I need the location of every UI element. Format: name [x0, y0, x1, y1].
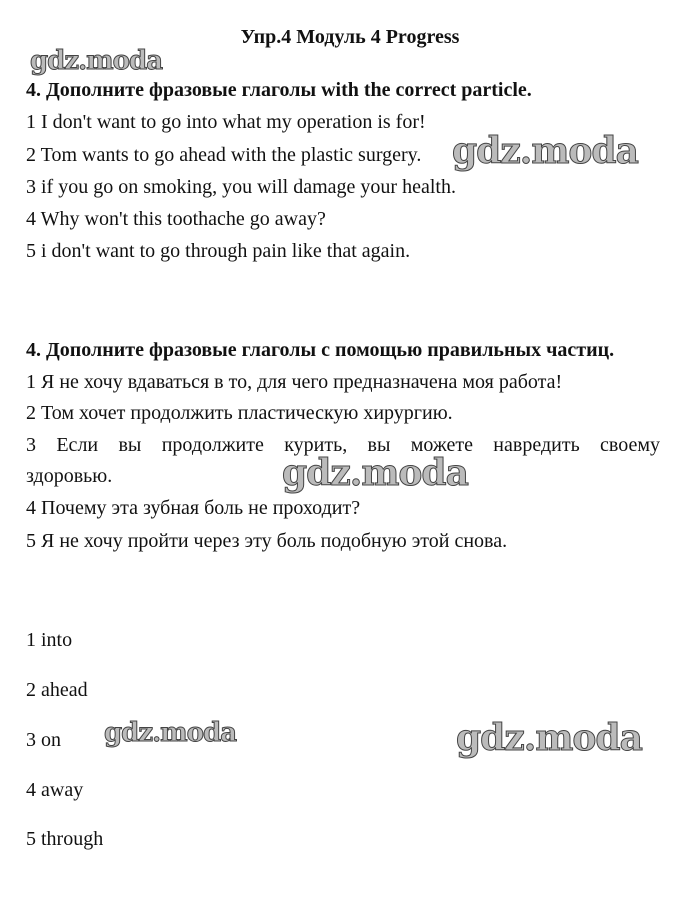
russian-line: 1 Я не хочу вдаваться в то, для чего предназначена моя работа!: [26, 371, 563, 393]
watermark: gdz.moda: [104, 718, 237, 748]
russian-line: 2 Том хочет продолжить пластическую хирургию.: [26, 402, 453, 424]
answer-item: 3 on: [26, 729, 61, 751]
watermark: gdz.moda: [456, 717, 642, 759]
english-line: 2 Tom wants to go ahead with the plastic surgery.: [26, 144, 422, 166]
watermark: gdz.moda: [30, 46, 163, 76]
russian-heading: 4. Дополните фразовые глаголы с помощью правильных частиц.: [26, 339, 615, 361]
russian-line: 4 Почему эта зубная боль не проходит?: [26, 497, 361, 519]
page-title: Упр.4 Модуль 4 Progress: [240, 26, 460, 48]
english-line: 5 i don't want to go through pain like that again.: [26, 240, 411, 262]
russian-line: 3 Если вы продолжите курить, вы можете навредить своему: [26, 434, 660, 456]
english-line: 4 Why won't this toothache go away?: [26, 208, 326, 230]
answer-item: 4 away: [26, 779, 84, 801]
watermark: gdz.moda: [282, 452, 468, 494]
english-heading: 4. Дополните фразовые глаголы with the correct particle.: [26, 79, 532, 101]
watermark: gdz.moda: [452, 130, 638, 172]
russian-line: здоровью.: [26, 465, 113, 487]
answer-item: 2 ahead: [26, 679, 88, 701]
answer-item: 5 through: [26, 828, 104, 850]
answer-item: 1 into: [26, 629, 73, 651]
english-line: 1 I don't want to go into what my operation is for!: [26, 111, 426, 133]
russian-line: 5 Я не хочу пройти через эту боль подобную этой снова.: [26, 530, 508, 552]
english-line: 3 if you go on smoking, you will damage your health.: [26, 176, 456, 198]
